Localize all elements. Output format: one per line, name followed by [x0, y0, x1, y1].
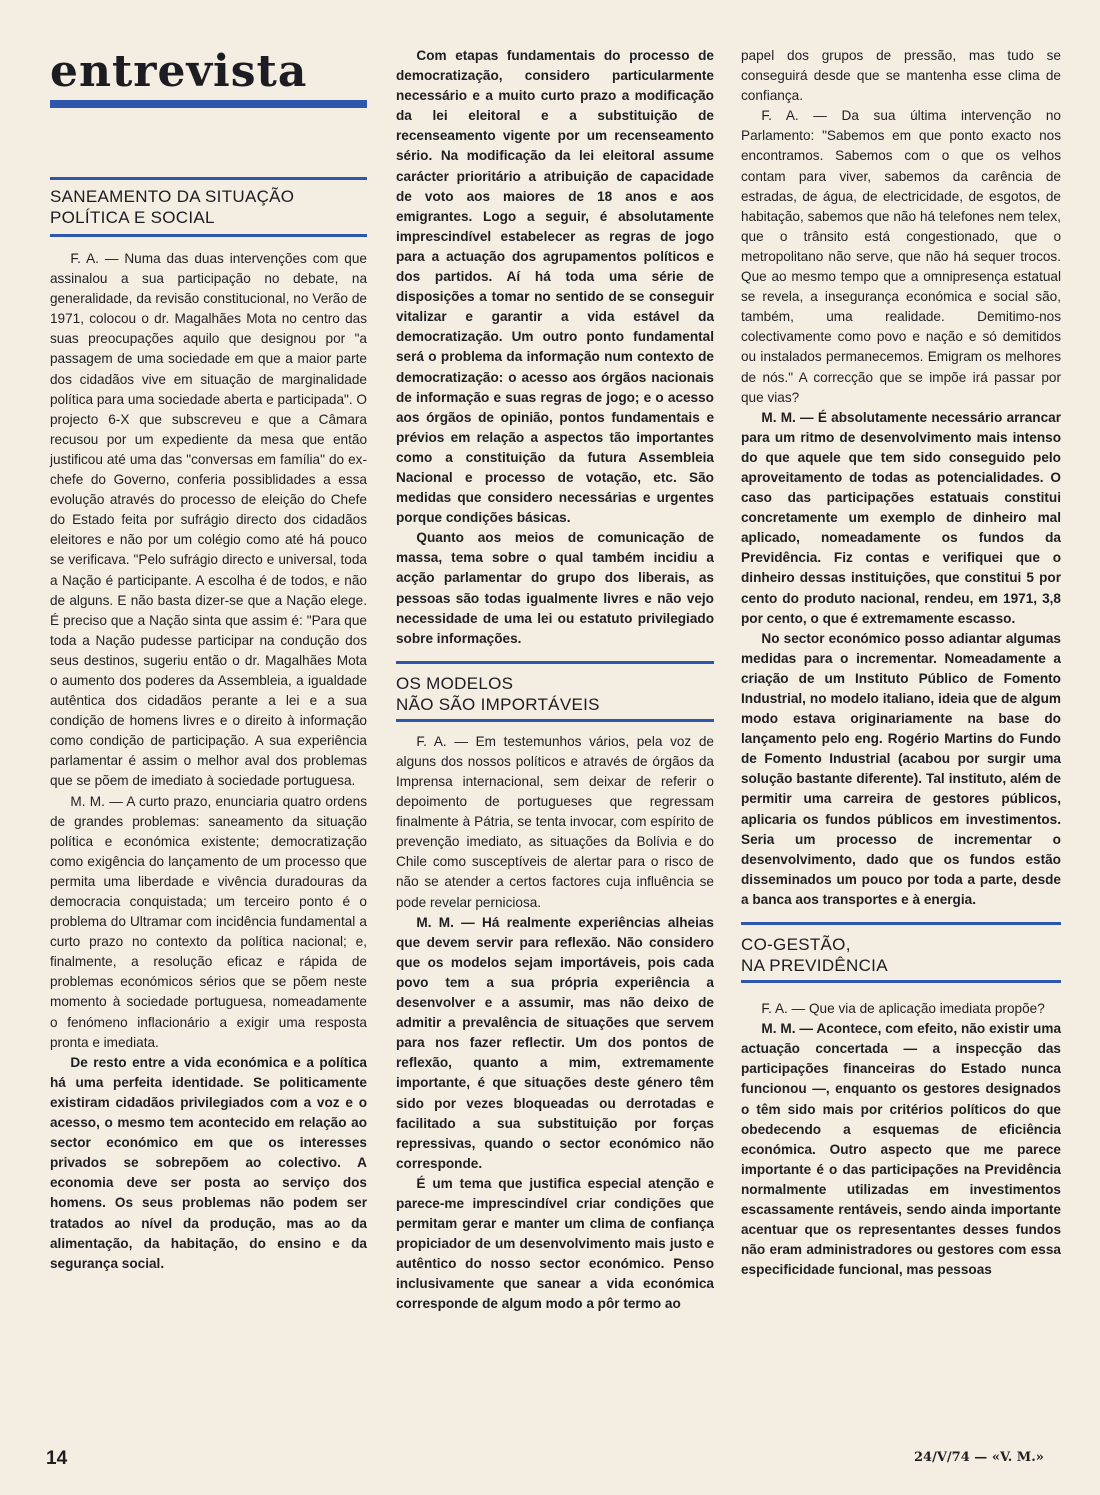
section-title [741, 934, 1061, 976]
column-1-body [50, 249, 367, 1274]
paragraph: M. M. — A curto prazo, enunciaria quatro ordens de grandes problemas: saneamento da situação política e económica existente; democratização como exigência do lançamento de um processo que permita uma liberdade e vivência duradouras da democracia conquistada; um terceiro ponto é o problema do Ultramar com incidência fundamental a curto prazo no contexto da política nacional; e, finalmente, a resolução eficaz e rápida de problemas económicos sérios que se põem neste momento à sociedade portuguesa, nomeadamente o fenómeno inflacionário a exigir uma resposta pronta e imediata. [50, 793, 367, 1050]
paragraph: papel dos grupos de pressão, mas tudo se conseguirá desde que se mantenha esse clima de confiança. [741, 48, 1061, 104]
column-3-body [741, 46, 1061, 910]
section-title-line1: SANEAMENTO DA SITUAÇÃO [50, 187, 295, 206]
section-title-line1: OS MODELOS [396, 673, 514, 693]
column-2-body-2 [396, 732, 714, 1315]
paragraph: F. A. — Numa das duas intervenções com que assinalou a sua participação no debate, na generalidade, da revisão constitucional, no Verão de 1971, colocou o dr. Magalhães Mota no centro das suas preocupações aquilo que designou por "a passagem de uma sociedade em que a maior parte dos cidadãos vive em situação de marginalidade política para uma sociedade aberta e participada". O projecto 6-X que subscreveu e que a Câmara recusou por um expediente da mesa que então justificou até uma das "conversas em família" do ex-chefe do Governo, conferia possiblidades a essa evolução através do processo de eleição do Chefe do Estado feita por sufrágio directo dos cidadãos eleitores e não por um colégio como até há pouco se verificava. "Pelo sufrágio directo e universal, toda a Nação é participante. A escolha é de todos, e não de alguns. E não basta dizer-se que a Nação elege. É preciso que a Nação sinta que assim é: "Para que toda a Nação pudesse participar na condução dos seus destinos, sugeriu então o dr. Magalhães Mota o aumento dos poderes da Assembleia, a igualdade autêntica dos cidadãos perante a lei e a sua condição de homens livres e o direito à informação como condição de participação. A sua experiência parlamentar é assim o melhor aval dos problemas que se põem de imediato à sociedade portuguesa. [50, 251, 367, 789]
paragraph: M. M. — Há realmente experiências alheias que devem servir para reflexão. Não considero que os modelos sejam importáveis, pois cada povo tem a sua própria experiência a desenvolver e a assumir, mas não deixo de admitir a prevalência de situações que servem para nos fazer reflectir. Um dos pontos de reflexão, quanto a mim, extremamente importante, é que situações deste género têm sido por vezes bloqueadas ou derrotadas e facilitado a sua substituição por forças repressivas, quando o sector económico não corresponde. [396, 914, 714, 1171]
section-rule-bottom [741, 980, 1061, 983]
section-title-line2: NA PREVIDÊNCIA [741, 956, 888, 976]
section-kicker: entrevista [50, 46, 308, 97]
paragraph: M. M. — É absolutamente necessário arrancar para um ritmo de desenvolvimento mais intenso do que aquele que tem sido conseguido pelo aproveitamento de todas as potencialidades. O caso das participações estatuais constitui concretamente um exemplo de dinheiro mal aplicado, nomeadamente os fundos da Previdência. Fiz contas e verifiquei que o dinheiro dessas instituições, que constitui 5 por cento do produto nacional, rendeu, em 1971, 3,8 por cento, o que é extremamente escasso. [741, 409, 1061, 626]
section-rule-bottom [50, 234, 367, 237]
column-3-body-2 [741, 999, 1061, 1280]
column-2 [396, 0, 714, 1315]
section-rule-top [50, 177, 367, 180]
paragraph: F. A. — Em testemunhos vários, pela voz de alguns dos nossos políticos e através de órgãos da Imprensa internacional, sem deixar de referir o depoimento de portugueses que regressam finalmente à Pátria, se tenta invocar, com espírito de prevenção imediato, as situações da Bolívia e do Chile como susceptíveis de alertar para o risco de não se atender a certos factores cuja influência se pode revelar perniciosa. [396, 733, 714, 910]
column-1 [50, 0, 367, 1274]
section-rule-top [741, 922, 1061, 925]
issue-footer: 24/V/74 — «V. M.» [914, 1450, 1044, 1465]
paragraph: É um tema que justifica especial atenção e parece-me imprescindível criar condições que permitam gerar e manter um clima de confiança propiciador de um desenvolvimento mais justo e autêntico do nosso sector económico. Penso inclusivamente que sanear a vida económica corresponde de algum modo a pôr termo ao [396, 1175, 714, 1312]
column-3 [741, 0, 1061, 1280]
section-title [396, 673, 714, 715]
section-rule-top [396, 661, 714, 664]
paragraph: Quanto aos meios de comunicação de massa, tema sobre o qual também incidiu a acção parlamentar do grupo dos liberais, as pessoas são todas igualmente livres e não vejo necessidade de uma lei ou estatuto privilegiado sobre informações. [396, 530, 714, 646]
paragraph: M. M. — Acontece, com efeito, não existir uma actuação concertada — a inspecção das participações financeiras do Estado nunca funcionou —, enquanto os gestores designados o têm sido mais por critérios políticos do que obedecendo a esquemas de eficiência económica. Outro aspecto que me parece importante é o das participações na Previdência normalmente utilizadas em investimentos escassamente rentáveis, sendo ainda importante acentuar que os representantes desses fundos não eram administradores ou gestores com essa especificidade funcional, mas pessoas [741, 1021, 1061, 1278]
page-number: 14 [46, 1448, 68, 1469]
paragraph: F. A. — Que via de aplicação imediata propõe? [761, 1001, 1045, 1017]
section-title-line1: CO-GESTÃO, [741, 935, 851, 955]
paragraph: Com etapas fundamentais do processo de democratização, considero particularmente necessário e a muito curto prazo a modificação da lei eleitoral e a substituição de recenseamento vigente por um recenseamento sério. Na modificação da lei eleitoral assume carácter prioritário a atribuição de capacidade de voto aos maiores de 18 anos e aos emigrantes. Logo a seguir, é absolutamente imprescindível estabelecer as regras de jogo para a actuação dos agrupamentos políticos e dos partidos. Aí há toda uma série de disposições a tomar no sentido de se conseguir vitalizar e garantir a vida estável da democratização. Um outro ponto fundamental será o problema da informação num contexto de democratização: o acesso aos órgãos nacionais de informação e suas regras de jogo; e o acesso aos órgãos de opinião, pontos fundamentais e prévios em relação a aspectos tão importantes como a constituição da futura Assembleia Nacional e processo de votação, etc. São medidas que considero necessárias e urgentes porque condições básicas. [396, 48, 714, 526]
paragraph: No sector económico posso adiantar algumas medidas para o incrementar. Nomeadamente a criação de um Instituto Público de Fomento Industrial, no modelo italiano, ideia que de algum modo estava originariamente na base do lançamento pelo eng. Rogério Martins do Fundo de Fomento Industrial (acabou por surgir uma solução bastante diferente). Tal instituto, além de permitir uma carreira de gestores públicos, aplicaria os fundos públicos em investimentos. Seria um processo de incrementar o desenvolvimento, dado que os fundos estão disseminados um pouco por toda a parte, desde a banca aos transportes e à energia. [741, 630, 1061, 907]
paragraph: F. A. — Da sua última intervenção no Parlamento: "Sabemos em que ponto exacto nos encontramos. Sabemos com o que os velhos contam para viver, sabemos da carência de estradas, de água, de electricidade, de esgotos, de habitação, sabemos que não há telefones nem telex, que o trânsito está congestionado, que o metropolitano não serve, que não há sequer trocos. Que ao mesmo tempo que a omnipresença estatual se revela, a insegurança económica e social são, também, uma realidade. Demitimo-nos colectivamente como povo e nação e só demitidos ou instalados permanecemos. Emigram os melhores de nós." A correcção que se impõe irá passar por que vias? [741, 108, 1061, 405]
paragraph: De resto entre a vida económica e a política há uma perfeita identidade. Se politicamente existiram cidadãos privilegiados com a voz e o acesso, o mesmo tem acontecido em relação ao sector económico em que os interesses privados se sobrepõem ao colectivo. A economia deve ser posta ao serviço dos homens. Os seus problemas não podem ser tratados ao nível da produção, mas ao da alimentação, da habitação, do ensino e da segurança social. [50, 1054, 367, 1271]
column-2-body [396, 46, 714, 649]
section-title-line2: POLÍTICA E SOCIAL [50, 208, 215, 227]
section-rule-bottom [396, 719, 714, 722]
section-title-line2: NÃO SÃO IMPORTÁVEIS [396, 694, 600, 714]
section-title [50, 186, 367, 228]
